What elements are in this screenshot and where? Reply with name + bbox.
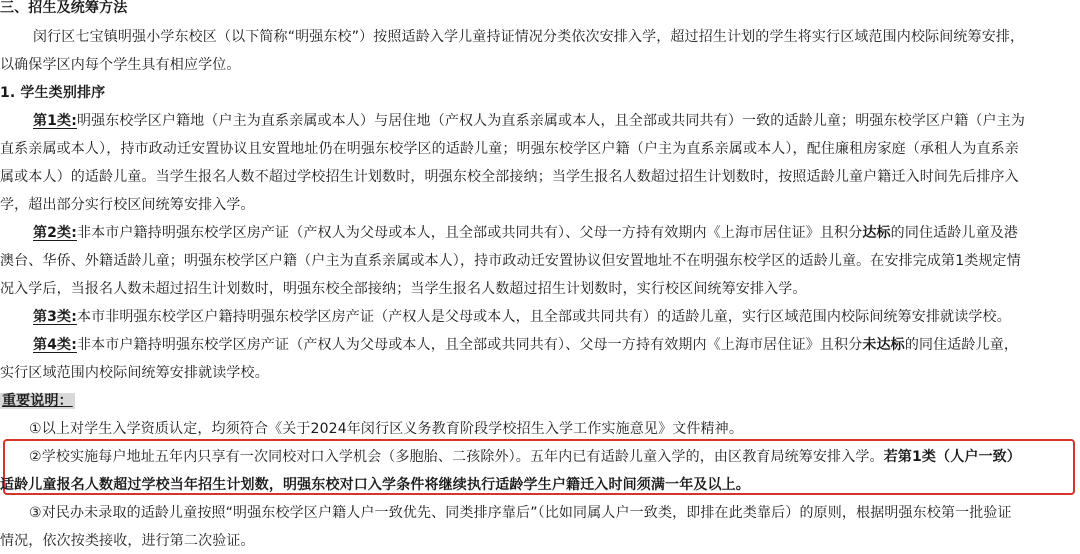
note-2-emphasis: 若第1类（人户一致）	[883, 449, 1021, 465]
section-title: 三、招生及统筹方法	[0, 0, 128, 16]
category-4-line-2: 实行区域范围内校际间统筹安排就读学校。	[0, 365, 269, 381]
category-2-line-3: 况入学后，当报名人数未超过招生计划数时，明强东校全部接纳；当学生报名人数超过招生计划数时，实行校区间统筹安排入学。	[0, 281, 807, 297]
category-2-emphasis: 达标	[862, 225, 891, 241]
category-2-text-b: 的同住适龄儿童及港	[890, 225, 1019, 241]
notes-title: 重要说明：	[2, 393, 73, 409]
category-4-emphasis: 未达标	[862, 337, 905, 353]
intro-line-2: 以确保学区内每个学生具有相应学位。	[0, 57, 241, 73]
category-1-text: 明强东校学区户籍地（户主为直系亲属或本人）与居住地（产权人为直系亲属或本人，且全部或共同共有）一致的适龄儿童；明强东校学区户籍（户主为	[76, 113, 1025, 129]
category-4-text-b: 的同住适龄儿童，	[904, 337, 1019, 353]
note-3-line-1: ③对民办未录取的适龄儿童按照“明强东校学区户籍人户一致优先、同类排序靠后”（比如同属人户一致类，即排在此类靠后）的原则，根据明强东校第一批验证	[29, 505, 1012, 521]
category-2-text-a: 非本市户籍持明强东校学区房产证（产权人为父母或本人，且全部或共同共有）、父母一方持有效期内《上海市居住证》且积分	[76, 225, 863, 241]
category-1-line-4: 学，超出部分实行校区间统筹安排入学。	[0, 197, 255, 213]
note-3-line-2: 情况，依次按类接收，进行第二次验证。	[0, 533, 255, 549]
category-3-line-1	[0, 306, 1080, 330]
category-3-label: 第3类:	[33, 309, 77, 325]
notes-heading-line	[0, 390, 1080, 414]
category-4-text-a: 非本市户籍持明强东校学区房产证（产权人为父母或本人，且全部或共同共有）、父母一方持有效期内《上海市居住证》且积分	[76, 337, 863, 353]
note-2-text: ②学校实施每户地址五年内只享有一次同校对口入学机会（多胞胎、二孩除外）。五年内已有适龄儿童入学的，由区教育局统筹安排入学。	[29, 449, 884, 465]
category-1-line-1	[0, 110, 1080, 134]
category-4-line-1	[0, 334, 1080, 358]
note-2-line-1	[0, 446, 1080, 470]
category-4-label: 第4类:	[33, 337, 77, 353]
category-3-text: 本市非明强东校学区户籍持明强东校学区房产证（产权人是父母或本人，且全部或共同共有）的适龄儿童，实行区域范围内校际间统筹安排就读学校。	[76, 309, 1011, 325]
note-1: ①以上对学生入学资质认定，均须符合《关于2024年闵行区义务教育阶段学校招生入学工作实施意见》文件精神。	[29, 421, 743, 437]
intro-line-1: 闵行区七宝镇明强小学东校区（以下简称“明强东校”）按照适龄入学儿童持证情况分类依次安排入学，超过招生计划的学生将实行区域范围内校际间统筹安排，	[33, 29, 1025, 45]
subsection-title: 1. 学生类别排序	[0, 85, 106, 101]
note-2-line-2: 适龄儿童报名人数超过学校当年招生计划数，明强东校对口入学条件将继续执行适龄学生户籍迁入时间须满一年及以上。	[0, 477, 750, 493]
category-1-label: 第1类:	[33, 113, 77, 129]
category-2-line-2: 澳台、华侨、外籍适龄儿童；明强东校学区户籍（户主为直系亲属或本人），持市政动迁安置协议但安置地址不在明强东校学区的适龄儿童。在安排完成第1类规定情	[0, 253, 1021, 269]
category-2-line-1	[0, 222, 1080, 246]
category-1-line-2: 直系亲属或本人），持市政动迁安置协议且安置地址仍在明强东校学区的适龄儿童；明强东校学区户籍（户主为直系亲属或本人），配住廉租房家庭（承租人为直系亲	[0, 141, 1019, 157]
category-2-label: 第2类:	[33, 225, 77, 241]
category-1-line-3: 属或本人）的适龄儿童。当学生报名人数不超过学校招生计划数时，明强东校全部接纳；当学生报名人数超过招生计划数时，按照适龄儿童户籍迁入时间先后排序入	[0, 169, 1019, 185]
